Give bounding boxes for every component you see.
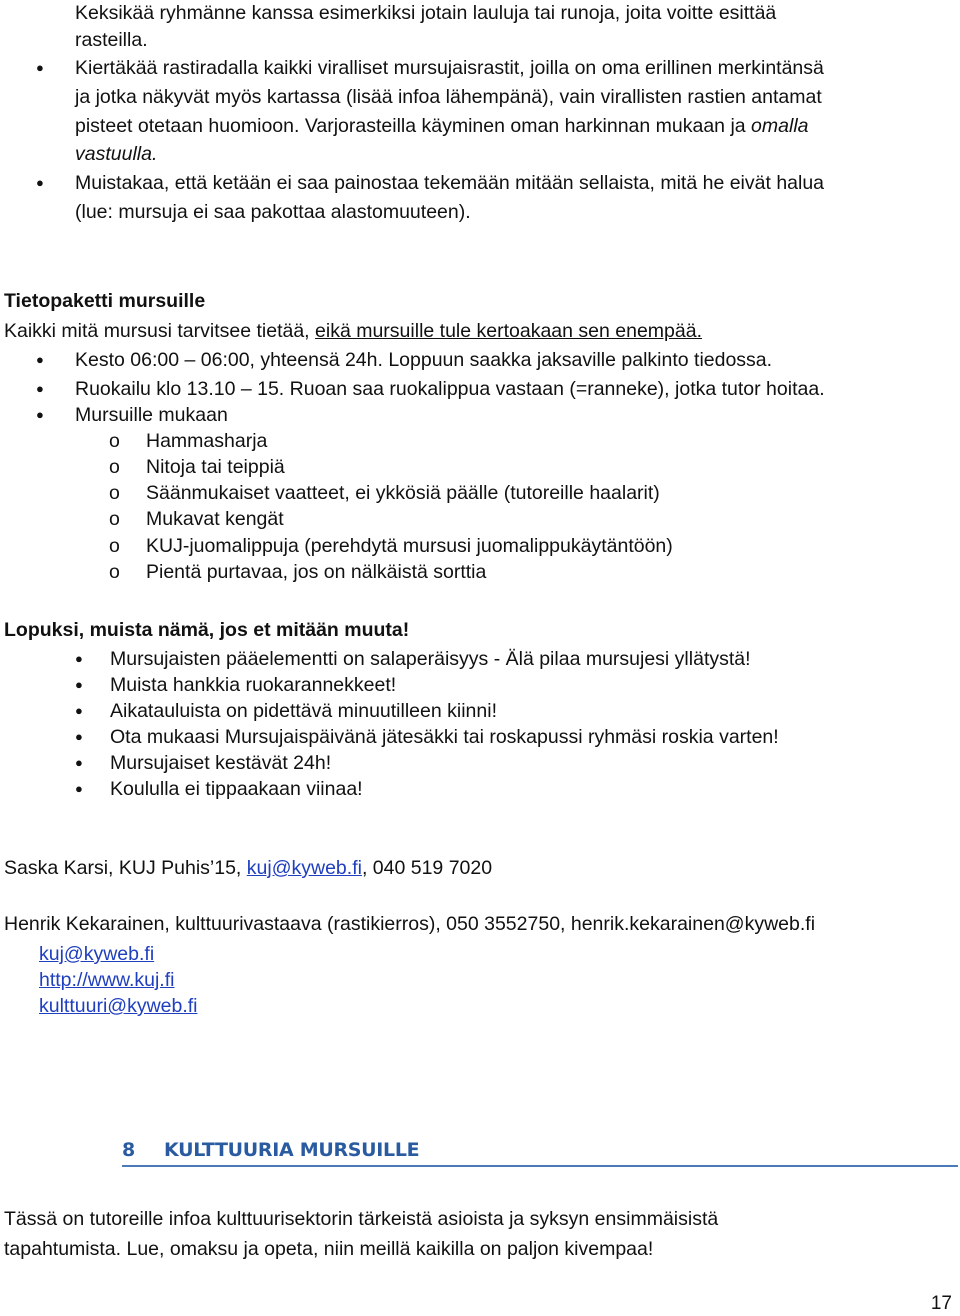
bullet-icon: ● <box>75 677 83 692</box>
info-lead-underlined: eikä mursuille tule kertoakaan sen enempää. <box>315 320 703 342</box>
intro-bullet-1-line-4 <box>75 141 157 167</box>
intro-bullet-1-italic-2: vastuulla. <box>75 143 158 165</box>
sub-item-1: Hammasharja <box>146 430 268 452</box>
intro-bullet-2-line-2: (lue: mursuja ei saa pakottaa alastomuuteen). <box>75 201 471 223</box>
sub-item-6: Pientä purtavaa, jos on nälkäistä sorttia <box>146 561 487 583</box>
contact-line-2: Henrik Kekarainen, kulttuurivastaava (rastikierros), 050 3552750, henrik.kekarainen@kyweb.fi <box>4 913 816 935</box>
bullet-icon: ● <box>75 781 83 796</box>
bullet-icon: ● <box>75 729 83 744</box>
sub-item-5: KUJ-juomalippuja (perehdytä mursusi juomalippukäytäntöön) <box>146 535 673 557</box>
sub-bullet-icon: o <box>109 482 120 504</box>
sub-item-4: Mukavat kengät <box>146 508 284 530</box>
contact-line-1-prefix: Saska Karsi, KUJ Puhis’15, <box>4 857 247 879</box>
sub-item-2: Nitoja tai teippiä <box>146 456 285 478</box>
info-lead-text: Kaikki mitä mursusi tarvitsee tietää, <box>4 320 316 342</box>
section-title: KULTTUURIA MURSUILLE <box>164 1139 420 1161</box>
intro-bullet-1-line-1: Kiertäkää rastiradalla kaikki viralliset mursujaisrastit, joilla on oma erillinen merkintänsä <box>75 57 824 79</box>
contact-email-link[interactable]: kuj@kyweb.fi <box>246 857 362 879</box>
link-kuj-email[interactable]: kuj@kyweb.fi <box>39 943 155 965</box>
info-bullet-3: Mursuille mukaan <box>75 404 228 426</box>
sub-bullet-icon: o <box>109 508 120 530</box>
bullet-icon: ● <box>36 381 44 396</box>
finally-heading: Lopuksi, muista nämä, jos et mitään muuta! <box>4 619 410 641</box>
intro-bullet-1-line-3 <box>75 113 809 139</box>
bullet-icon: ● <box>36 352 44 367</box>
info-bullet-2: Ruokailu klo 13.10 – 15. Ruoan saa ruokalippua vastaan (=ranneke), jotka tutor hoitaa. <box>75 378 825 400</box>
sub-bullet-icon: o <box>109 456 120 478</box>
link-kulttuuri-email[interactable]: kulttuuri@kyweb.fi <box>39 995 198 1017</box>
sub-bullet-icon: o <box>109 430 120 452</box>
intro-bullet-2-line-1: Muistakaa, että ketään ei saa painostaa tekemään mitään sellaista, mitä he eivät halua <box>75 172 825 194</box>
section-heading <box>122 1135 958 1167</box>
section-body-line-1: Tässä on tutoreille infoa kulttuurisektorin tärkeistä asioista ja syksyn ensimmäisistä <box>4 1208 719 1230</box>
bullet-icon: ● <box>75 703 83 718</box>
finally-bullet-1: Mursujaisten pääelementti on salaperäisyys - Älä pilaa mursujesi yllätystä! <box>110 648 751 670</box>
intro-bullet-1-line-2: ja jotka näkyvät myös kartassa (lisää infoa lähempänä), vain virallisten rastien antamat <box>75 86 822 108</box>
contact-line-1 <box>4 855 492 881</box>
bullet-icon: ● <box>75 755 83 770</box>
intro-bullet-1-italic: omalla <box>751 115 809 137</box>
intro-line-1: Keksikää ryhmänne kanssa esimerkiksi jotain lauluja tai runoja, joita voitte esittää <box>75 2 777 24</box>
info-heading: Tietopaketti mursuille <box>4 290 206 312</box>
finally-bullet-6: Koululla ei tippaakaan viinaa! <box>110 778 363 800</box>
bullet-icon: ● <box>36 407 44 422</box>
contact-line-1-suffix: , 040 519 7020 <box>361 857 493 879</box>
finally-bullet-4: Ota mukaasi Mursujaispäivänä jätesäkki tai roskapussi ryhmäsi roskia varten! <box>110 726 779 748</box>
sub-item-3: Säänmukaiset vaatteet, ei ykkösiä päälle (tutoreille haalarit) <box>146 482 660 504</box>
finally-bullet-5: Mursujaiset kestävät 24h! <box>110 752 332 774</box>
bullet-icon: ● <box>75 651 83 666</box>
intro-line-2: rasteilla. <box>75 29 148 51</box>
section-number: 8 <box>122 1139 136 1161</box>
section-body-line-2: tapahtumista. Lue, omaksu ja opeta, niin meillä kaikilla on paljon kivempaa! <box>4 1238 654 1260</box>
info-lead <box>4 318 702 344</box>
finally-bullet-2: Muista hankkia ruokarannekkeet! <box>110 674 397 696</box>
finally-bullet-3: Aikatauluista on pidettävä minuutilleen kiinni! <box>110 700 497 722</box>
sub-bullet-icon: o <box>109 561 120 583</box>
bullet-icon: ● <box>36 60 44 75</box>
bullet-icon: ● <box>36 175 44 190</box>
intro-bullet-1-line-3-text: pisteet otetaan huomioon. Varjorasteilla käyminen oman harkinnan mukaan ja <box>75 115 752 137</box>
sub-bullet-icon: o <box>109 535 120 557</box>
link-kuj-website[interactable]: http://www.kuj.fi <box>39 969 175 991</box>
page-number: 17 <box>930 1293 952 1314</box>
info-bullet-1: Kesto 06:00 – 06:00, yhteensä 24h. Loppuun saakka jaksaville palkinto tiedossa. <box>75 349 773 371</box>
